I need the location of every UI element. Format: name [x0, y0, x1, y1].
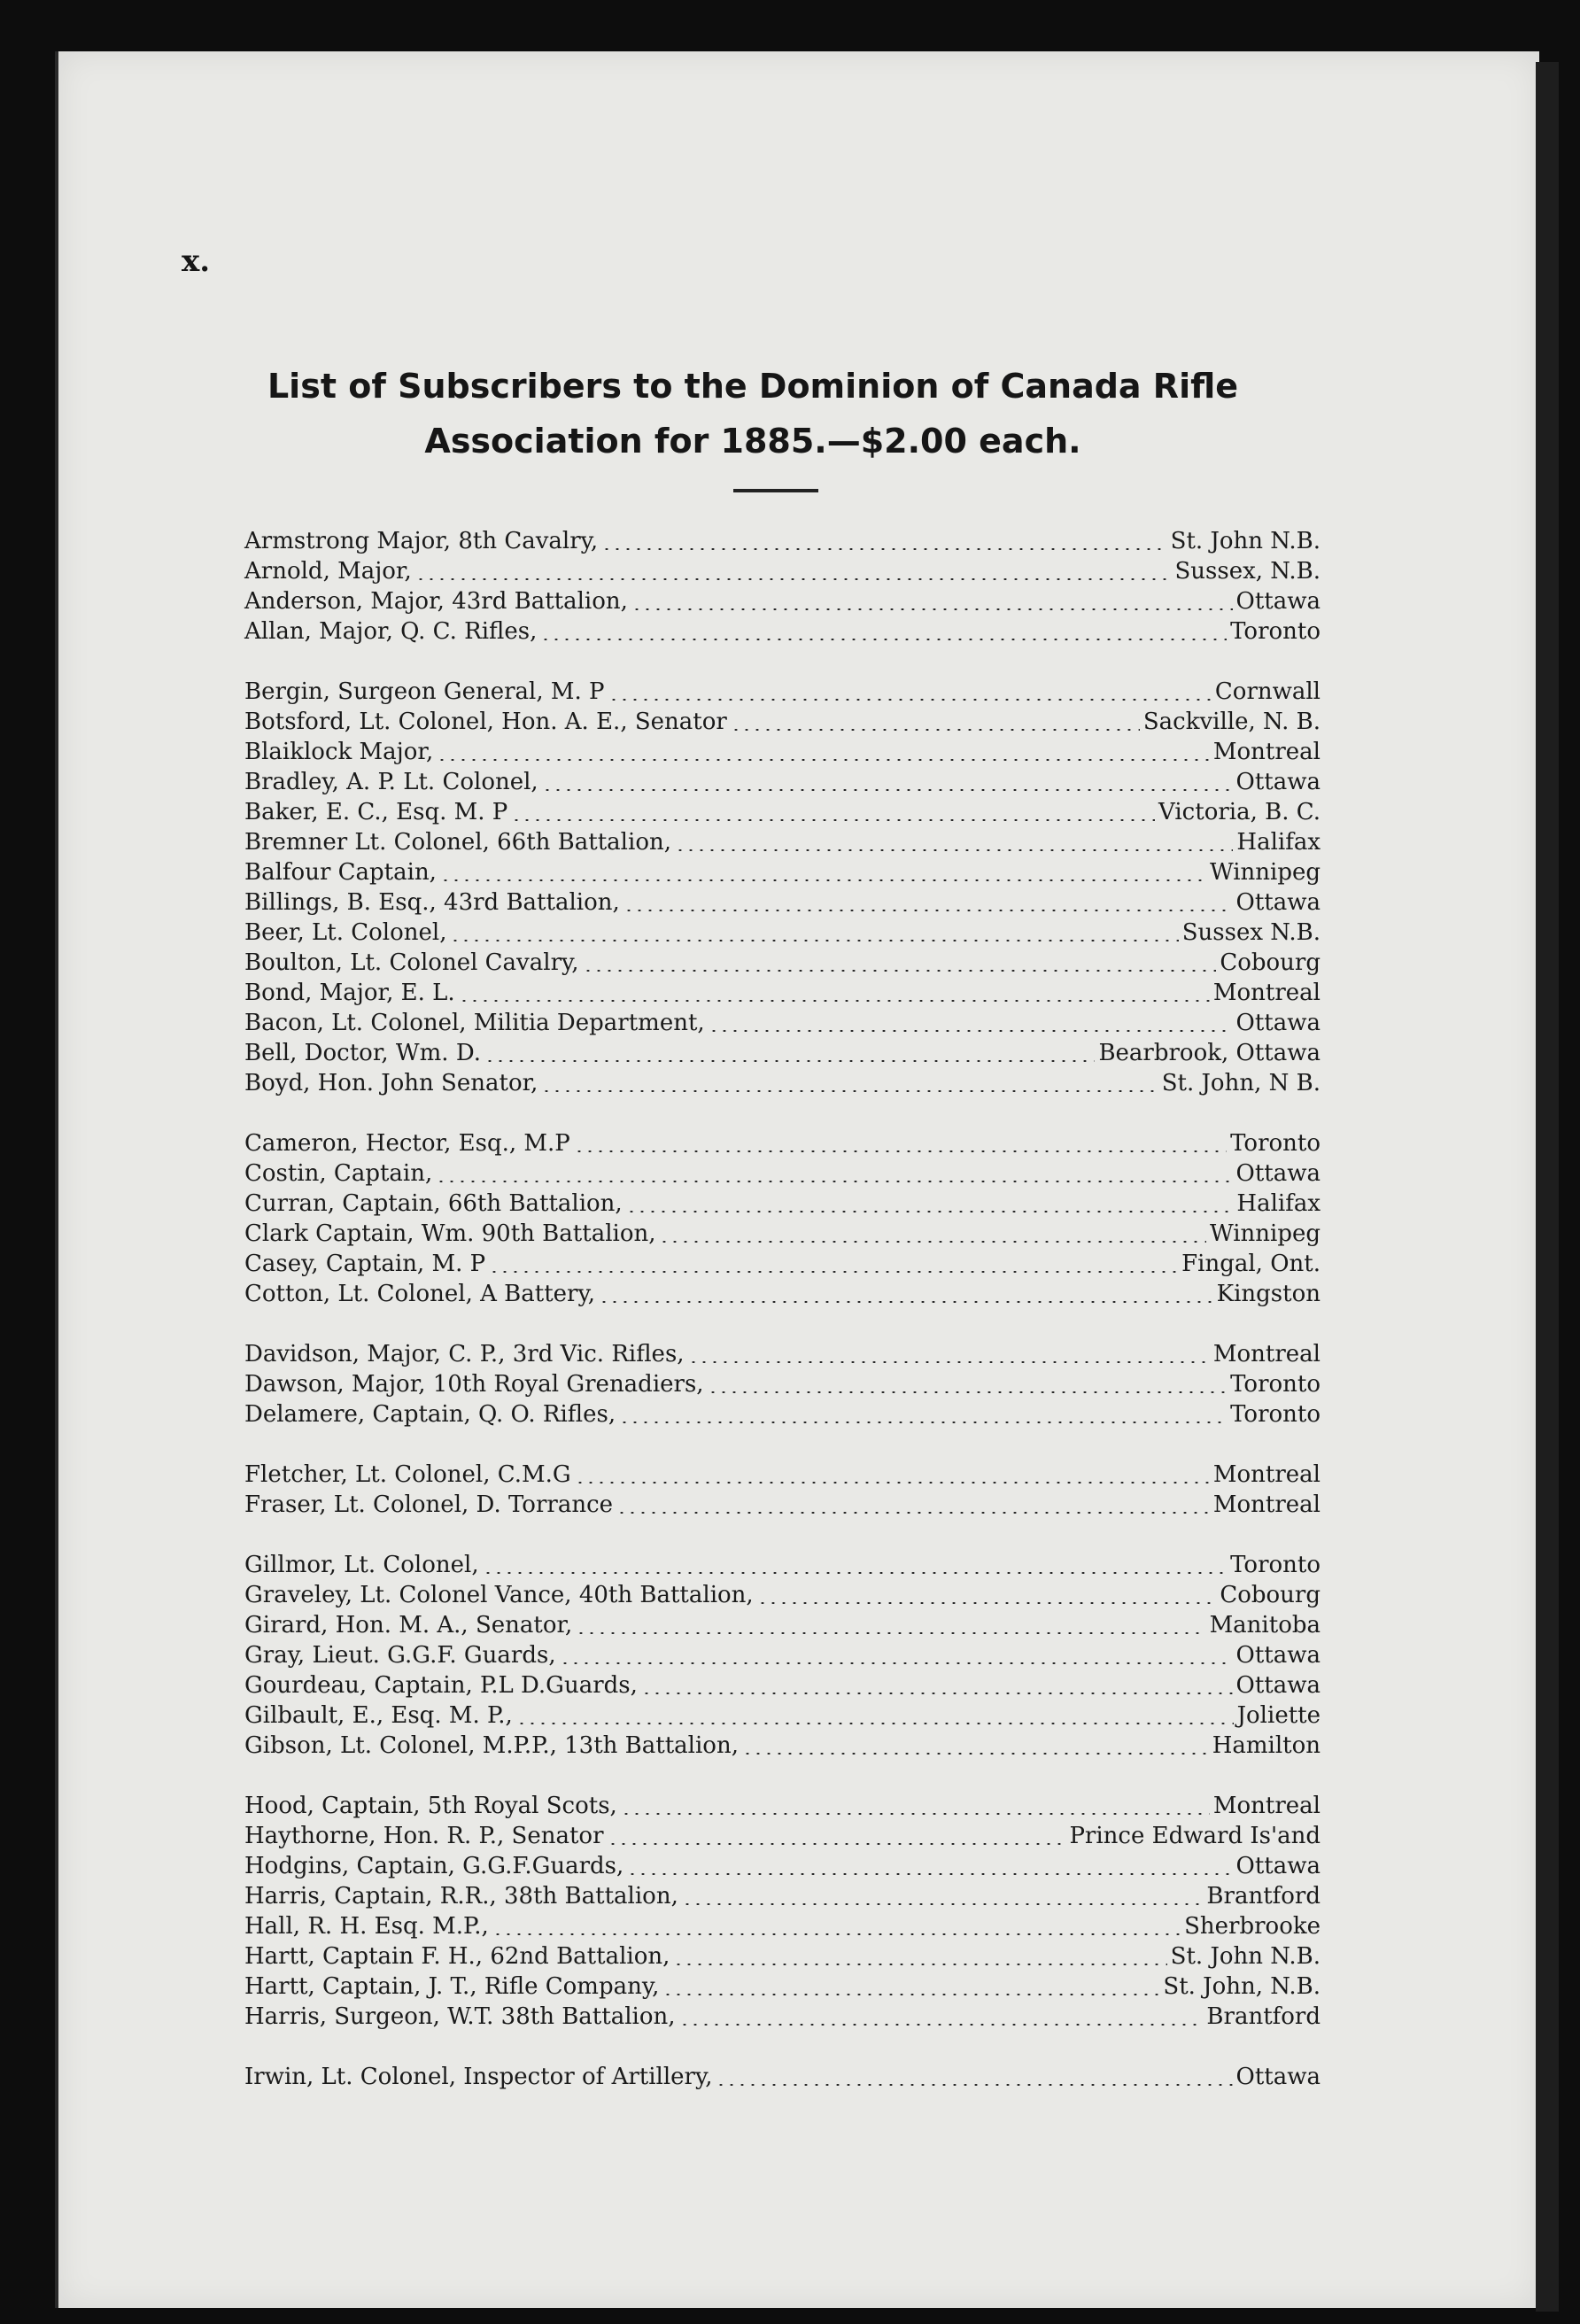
subscriber-entry	[244, 948, 1321, 978]
page-number: x.	[182, 244, 211, 279]
subscriber-name: Balfour Captain,	[244, 859, 437, 886]
subscriber-name: Delamere, Captain, Q. O. Rifles,	[244, 1401, 616, 1428]
subscriber-entry	[244, 797, 1321, 827]
subscriber-place: Sherbrooke	[1184, 1913, 1321, 1940]
subscriber-entry	[244, 1158, 1321, 1189]
subscriber-place: Montreal	[1212, 1461, 1321, 1488]
subscriber-entry	[244, 1610, 1321, 1640]
subscriber-place: St. John N.B.	[1170, 1943, 1321, 1970]
subscriber-entry	[244, 1068, 1321, 1098]
subscriber-place: Ottawa	[1235, 889, 1321, 916]
subscriber-entry	[244, 1972, 1321, 2002]
subscriber-group	[244, 2062, 1321, 2092]
subscriber-entry	[244, 526, 1321, 556]
dot-leader	[627, 1873, 1232, 1875]
subscriber-entry	[244, 1731, 1321, 1761]
subscriber-entry	[244, 1881, 1321, 1911]
subscriber-entry	[244, 586, 1321, 616]
subscriber-place: Ottawa	[1235, 1642, 1321, 1669]
dot-leader	[662, 1994, 1159, 1995]
subscriber-entry	[244, 2002, 1321, 2032]
subscriber-entry	[244, 1700, 1321, 1731]
subscriber-place: Montreal	[1212, 980, 1321, 1006]
page-edge	[1536, 62, 1559, 2312]
subscriber-entry	[244, 1911, 1321, 1941]
subscriber-place: Montreal	[1212, 1341, 1321, 1367]
subscriber-name: Hartt, Captain, J. T., Rifle Company,	[244, 1973, 660, 2000]
subscriber-group	[244, 526, 1321, 647]
subscriber-entry	[244, 1670, 1321, 1700]
subscriber-entry	[244, 1791, 1321, 1821]
dot-leader	[716, 2084, 1232, 2086]
title-line-2: Association for 1885.—$2.00 each.	[424, 422, 1081, 461]
subscriber-name: Gray, Lieut. G.G.F. Guards,	[244, 1642, 556, 1669]
subscriber-entry	[244, 737, 1321, 767]
dot-leader	[688, 1361, 1210, 1363]
dot-leader	[540, 639, 1227, 640]
subscriber-name: Blaiklock Major,	[244, 739, 434, 765]
subscriber-place: Manitoba	[1209, 1612, 1321, 1638]
subscriber-place: Ottawa	[1235, 588, 1321, 615]
dot-leader	[673, 1964, 1166, 1965]
dot-leader	[626, 1211, 1234, 1212]
subscriber-name: Harris, Captain, R.R., 38th Battalion,	[244, 1883, 678, 1910]
dot-leader	[574, 1150, 1227, 1152]
subscriber-name: Bell, Doctor, Wm. D.	[244, 1040, 482, 1066]
subscriber-group	[244, 1791, 1321, 2032]
subscriber-entry	[244, 887, 1321, 918]
subscriber-place: Ottawa	[1235, 769, 1321, 795]
subscriber-entry	[244, 1941, 1321, 1972]
subscriber-place: Ottawa	[1235, 2064, 1321, 2090]
subscriber-place: Winnipeg	[1209, 859, 1321, 886]
subscriber-entry	[244, 1249, 1321, 1279]
dot-leader	[560, 1662, 1233, 1664]
dot-leader	[516, 1723, 1234, 1724]
subscriber-name: Boulton, Lt. Colonel Cavalry,	[244, 949, 579, 976]
subscriber-name: Girard, Hon. M. A., Senator,	[244, 1612, 573, 1638]
subscriber-entry	[244, 1008, 1321, 1038]
dot-leader	[483, 1572, 1227, 1574]
subscriber-entry	[244, 1189, 1321, 1219]
dot-leader	[757, 1602, 1217, 1604]
dot-leader	[619, 1422, 1227, 1423]
subscriber-list	[244, 526, 1321, 2122]
subscriber-name: Gilbault, E., Esq. M. P.,	[244, 1702, 513, 1729]
subscriber-entry	[244, 978, 1321, 1008]
subscriber-place: Toronto	[1230, 1552, 1321, 1578]
subscriber-entry	[244, 556, 1321, 586]
subscriber-name: Hood, Captain, 5th Royal Scots,	[244, 1793, 617, 1819]
dot-leader	[623, 910, 1233, 911]
subscriber-name: Fraser, Lt. Colonel, D. Torrance	[244, 1491, 614, 1518]
subscriber-place: Cobourg	[1220, 1582, 1321, 1608]
subscriber-entry	[244, 827, 1321, 857]
subscriber-place: Kingston	[1216, 1281, 1321, 1307]
dot-leader	[492, 1933, 1181, 1935]
subscriber-entry	[244, 2062, 1321, 2092]
dot-leader	[415, 578, 1172, 580]
subscriber-name: Hartt, Captain F. H., 62nd Battalion,	[244, 1943, 670, 1970]
dot-leader	[575, 1482, 1210, 1483]
subscriber-name: Beer, Lt. Colonel,	[244, 919, 447, 946]
subscriber-place: St. John, N B.	[1161, 1070, 1321, 1096]
dot-leader	[489, 1271, 1178, 1273]
dot-leader	[708, 1391, 1228, 1393]
dot-leader	[599, 1301, 1213, 1303]
subscriber-name: Bacon, Lt. Colonel, Militia Department,	[244, 1010, 705, 1036]
subscriber-entry	[244, 1038, 1321, 1068]
subscriber-name: Arnold, Major,	[244, 558, 412, 585]
title-rule	[733, 489, 818, 492]
subscriber-name: Baker, E. C., Esq. M. P	[244, 799, 508, 825]
dot-leader	[601, 548, 1167, 550]
subscriber-name: Hodgins, Captain, G.G.F.Guards,	[244, 1853, 624, 1879]
subscriber-name: Anderson, Major, 43rd Battalion,	[244, 588, 628, 615]
subscriber-name: Harris, Surgeon, W.T. 38th Battalion,	[244, 2003, 676, 2030]
subscriber-entry	[244, 1490, 1321, 1520]
subscriber-entry	[244, 1580, 1321, 1610]
subscriber-name: Bond, Major, E. L.	[244, 980, 455, 1006]
subscriber-name: Curran, Captain, 66th Battalion,	[244, 1190, 623, 1217]
subscriber-name: Allan, Major, Q. C. Rifles,	[244, 618, 538, 645]
dot-leader	[450, 940, 1178, 941]
subscriber-name: Armstrong Major, 8th Cavalry,	[244, 528, 599, 554]
subscriber-entry	[244, 1460, 1321, 1490]
subscriber-place: Halifax	[1236, 1190, 1321, 1217]
subscriber-name: Clark Captain, Wm. 90th Battalion,	[244, 1220, 656, 1247]
subscriber-name: Casey, Captain, M. P	[244, 1251, 486, 1277]
dot-leader	[541, 1090, 1158, 1092]
subscriber-place: Fingal, Ont.	[1181, 1251, 1321, 1277]
dot-leader	[731, 729, 1140, 731]
subscriber-name: Bremner Lt. Colonel, 66th Battalion,	[244, 829, 671, 856]
dot-leader	[484, 1060, 1095, 1062]
subscriber-place: St. John N.B.	[1170, 528, 1321, 554]
subscriber-place: Toronto	[1230, 1130, 1321, 1157]
dot-leader	[608, 699, 1212, 701]
subscriber-place: Toronto	[1230, 1371, 1321, 1398]
subscriber-place: Montreal	[1212, 1491, 1321, 1518]
subscriber-name: Cotton, Lt. Colonel, A Battery,	[244, 1281, 595, 1307]
subscriber-place: Hamilton	[1212, 1732, 1321, 1759]
subscriber-name: Hall, R. H. Esq. M.P.,	[244, 1913, 489, 1940]
dot-leader	[679, 2024, 1204, 2026]
subscriber-entry	[244, 1339, 1321, 1369]
subscriber-entry	[244, 707, 1321, 737]
subscriber-name: Graveley, Lt. Colonel Vance, 40th Battalion,	[244, 1582, 754, 1608]
subscriber-place: Halifax	[1236, 829, 1321, 856]
dot-leader	[440, 879, 1206, 881]
subscriber-name: Boyd, Hon. John Senator,	[244, 1070, 538, 1096]
subscriber-name: Fletcher, Lt. Colonel, C.M.G	[244, 1461, 571, 1488]
dot-leader	[641, 1693, 1233, 1694]
subscriber-entry	[244, 1279, 1321, 1309]
subscriber-place: Ottawa	[1235, 1010, 1321, 1036]
dot-leader	[583, 970, 1217, 972]
subscriber-name: Irwin, Lt. Colonel, Inspector of Artillery,	[244, 2064, 713, 2090]
subscriber-place: Toronto	[1230, 618, 1321, 645]
subscriber-entry	[244, 1128, 1321, 1158]
page-title	[133, 359, 1373, 469]
subscriber-name: Cameron, Hector, Esq., M.P	[244, 1130, 570, 1157]
subscriber-place: Ottawa	[1235, 1672, 1321, 1699]
subscriber-entry	[244, 918, 1321, 948]
dot-leader	[709, 1030, 1233, 1032]
subscriber-entry	[244, 1399, 1321, 1429]
subscriber-name: Bergin, Surgeon General, M. P	[244, 678, 605, 705]
subscriber-entry	[244, 677, 1321, 707]
subscriber-group	[244, 1460, 1321, 1520]
subscriber-name: Costin, Captain,	[244, 1160, 433, 1187]
subscriber-group	[244, 1128, 1321, 1309]
subscriber-place: Brantford	[1206, 1883, 1321, 1910]
subscriber-group	[244, 1550, 1321, 1761]
subscriber-name: Bradley, A. P. Lt. Colonel,	[244, 769, 538, 795]
subscriber-place: Winnipeg	[1209, 1220, 1321, 1247]
subscriber-place: Ottawa	[1235, 1160, 1321, 1187]
subscriber-place: Sackville, N. B.	[1142, 709, 1321, 735]
subscriber-name: Gillmor, Lt. Colonel,	[244, 1552, 479, 1578]
subscriber-group	[244, 1339, 1321, 1429]
subscriber-place: Joliette	[1236, 1702, 1321, 1729]
subscriber-place: Sussex N.B.	[1181, 919, 1321, 946]
dot-leader	[631, 608, 1233, 610]
dot-leader	[659, 1241, 1205, 1243]
subscriber-place: Cobourg	[1220, 949, 1321, 976]
subscriber-place: Montreal	[1212, 739, 1321, 765]
dot-leader	[616, 1512, 1210, 1514]
subscriber-entry	[244, 1640, 1321, 1670]
subscriber-name: Billings, B. Esq., 43rd Battalion,	[244, 889, 620, 916]
subscriber-place: Sussex, N.B.	[1174, 558, 1321, 585]
dot-leader	[511, 819, 1155, 821]
dot-leader	[436, 1181, 1232, 1182]
subscriber-name: Gibson, Lt. Colonel, M.P.P., 13th Battalion,	[244, 1732, 739, 1759]
dot-leader	[621, 1813, 1210, 1815]
dot-leader	[437, 759, 1210, 761]
subscriber-place: Toronto	[1230, 1401, 1321, 1428]
dot-leader	[742, 1753, 1209, 1755]
dot-leader	[675, 849, 1233, 851]
subscriber-place: Cornwall	[1214, 678, 1321, 705]
subscriber-place: St. John, N.B.	[1163, 1973, 1321, 2000]
subscriber-entry	[244, 1219, 1321, 1249]
subscriber-name: Botsford, Lt. Colonel, Hon. A. E., Senator	[244, 709, 727, 735]
subscriber-entry	[244, 767, 1321, 797]
subscriber-place: Brantford	[1206, 2003, 1321, 2030]
subscriber-group	[244, 677, 1321, 1098]
subscriber-entry	[244, 857, 1321, 887]
title-line-1: List of Subscribers to the Dominion of Canada Rifle	[267, 367, 1239, 406]
subscriber-entry	[244, 1550, 1321, 1580]
dot-leader	[542, 789, 1233, 791]
subscriber-place: Victoria, B. C.	[1158, 799, 1321, 825]
dot-leader	[576, 1632, 1205, 1634]
subscriber-place: Prince Edward Is'and	[1069, 1823, 1321, 1849]
subscriber-place: Ottawa	[1235, 1853, 1321, 1879]
subscriber-entry	[244, 616, 1321, 647]
subscriber-name: Davidson, Major, C. P., 3rd Vic. Rifles,	[244, 1341, 685, 1367]
subscriber-entry	[244, 1851, 1321, 1881]
subscriber-entry	[244, 1821, 1321, 1851]
subscriber-name: Dawson, Major, 10th Royal Grenadiers,	[244, 1371, 704, 1398]
subscriber-name: Haythorne, Hon. R. P., Senator	[244, 1823, 604, 1849]
dot-leader	[608, 1843, 1066, 1845]
subscriber-place: Montreal	[1212, 1793, 1321, 1819]
dot-leader	[459, 1000, 1210, 1002]
dot-leader	[682, 1903, 1204, 1905]
subscriber-name: Gourdeau, Captain, P.L D.Guards,	[244, 1672, 638, 1699]
subscriber-entry	[244, 1369, 1321, 1399]
subscriber-place: Bearbrook, Ottawa	[1098, 1040, 1321, 1066]
